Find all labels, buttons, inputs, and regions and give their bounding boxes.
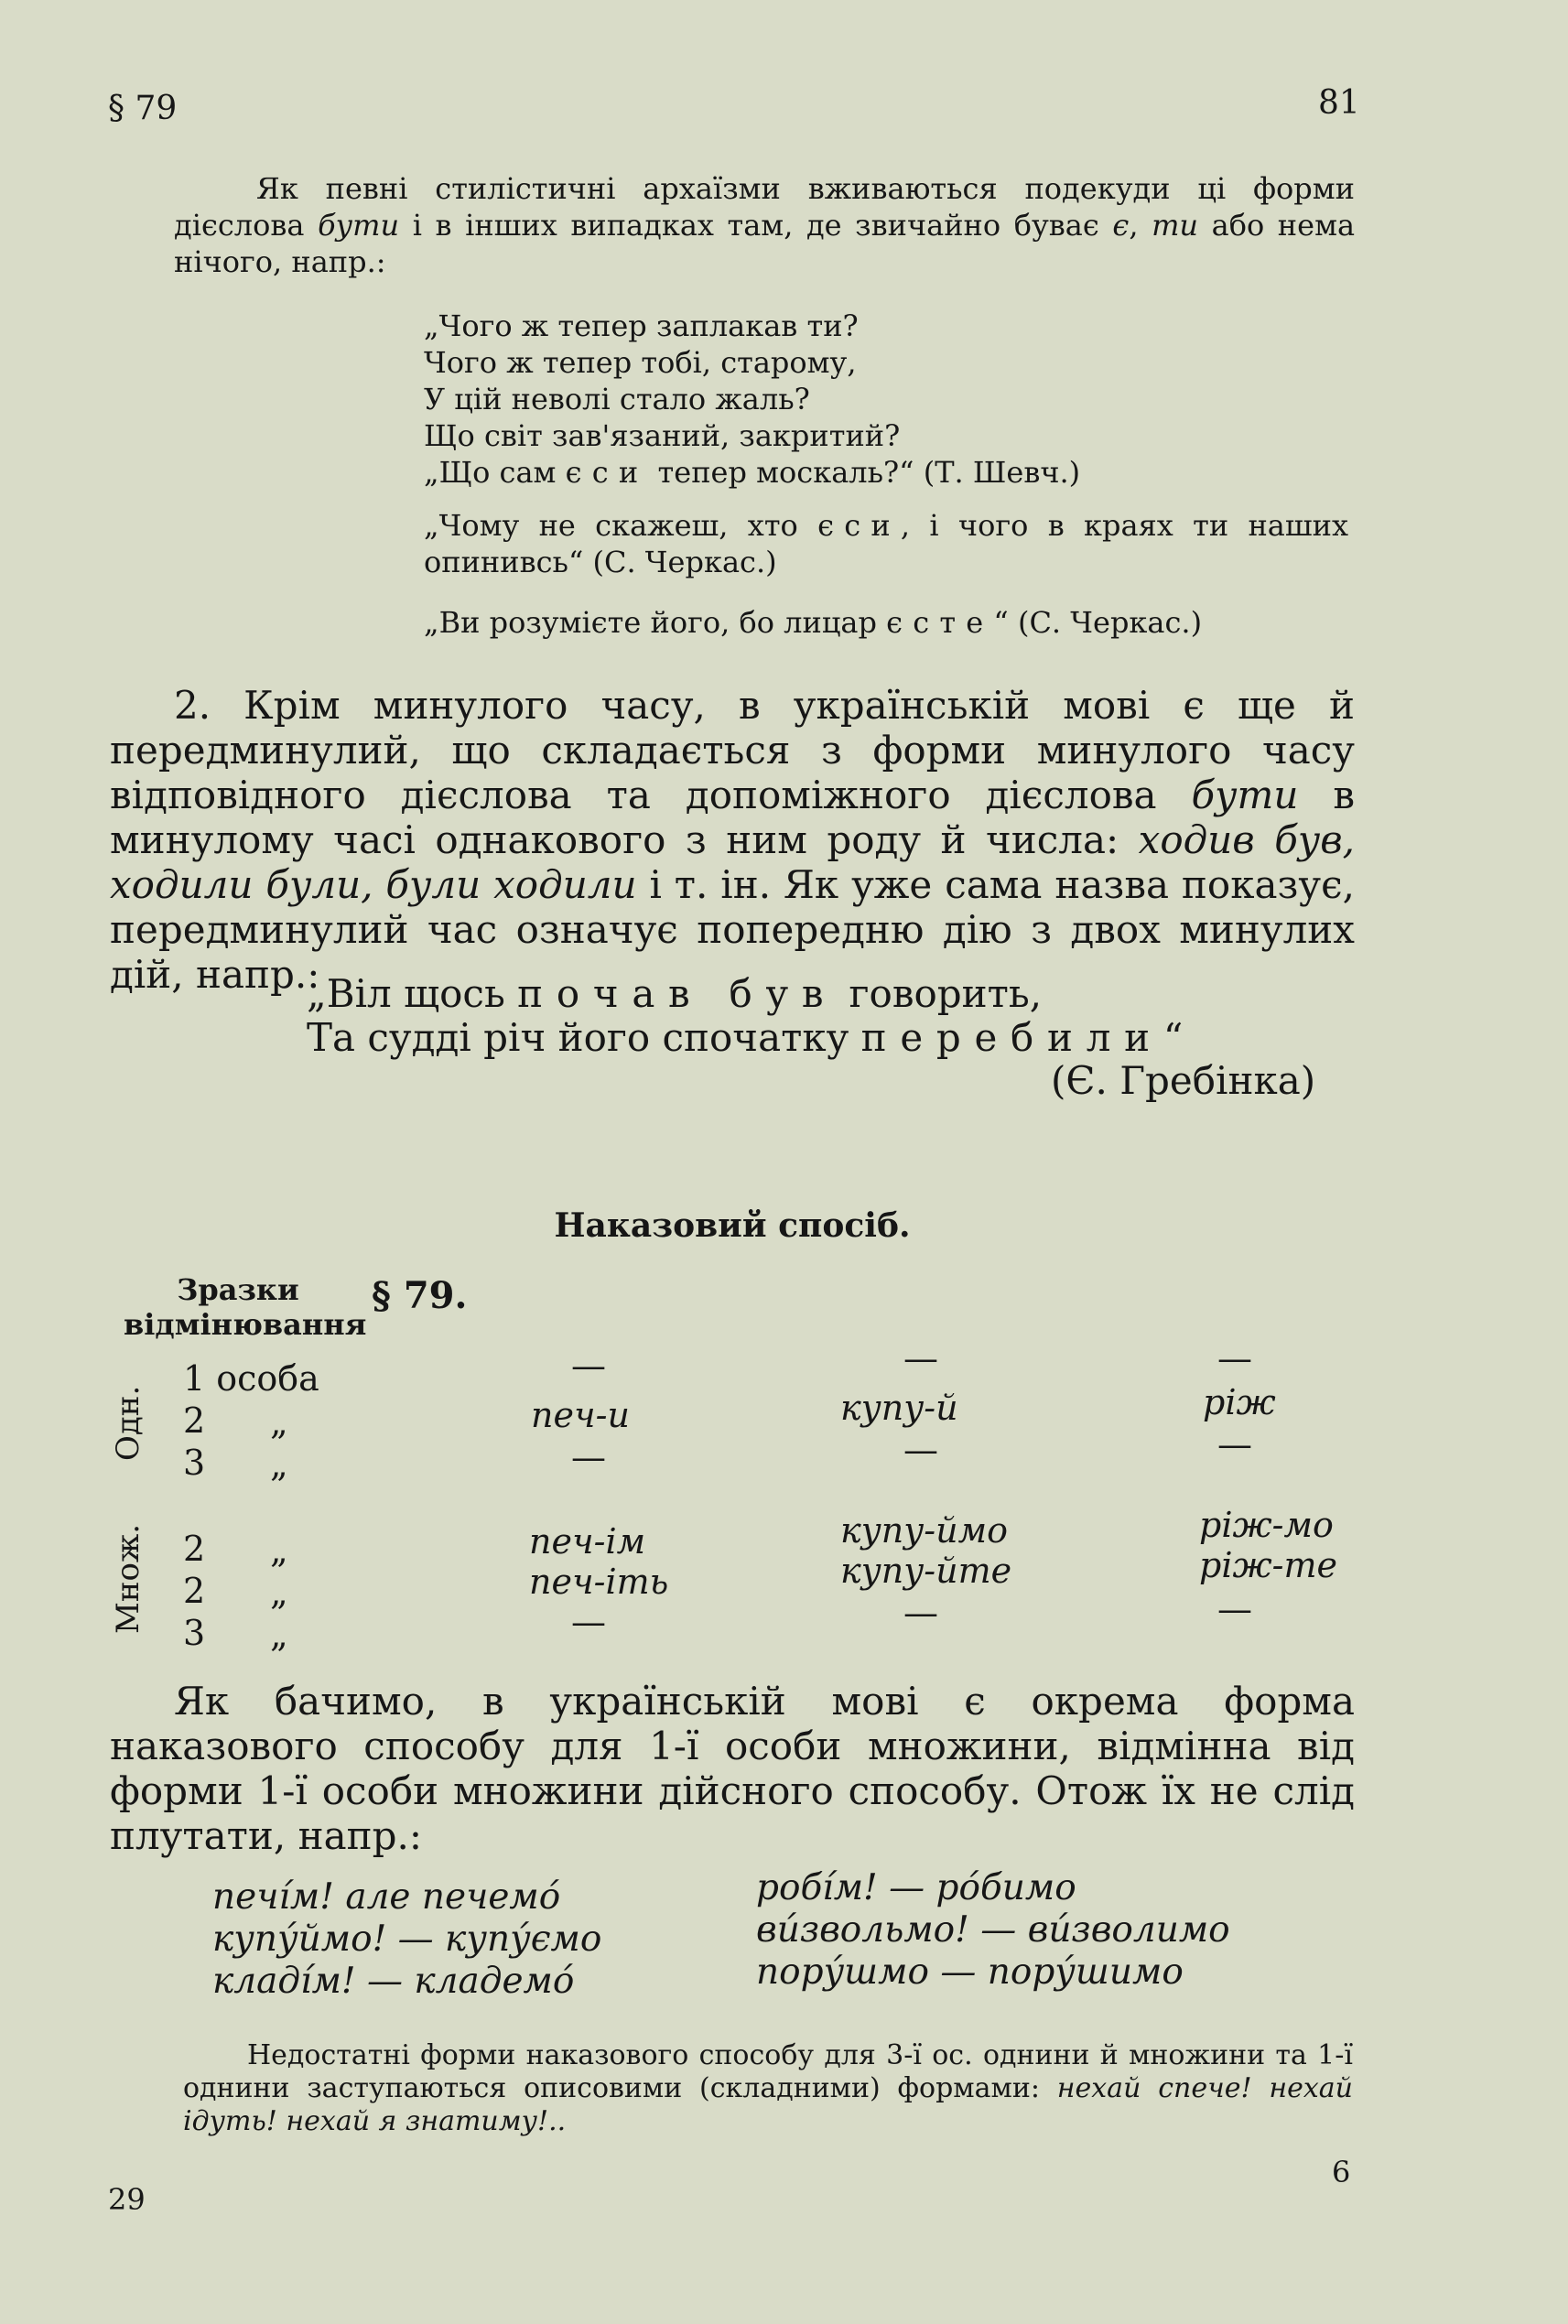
text-run: в минулому часі однакового з ним роду й числа: <box>110 773 1355 862</box>
spaced-run: єсте <box>886 605 994 640</box>
form-pekty-2pl: печ-іть <box>529 1562 669 1602</box>
text-run: Та судді річ його спочатку <box>307 1015 861 1060</box>
text-run: “ <box>1162 1015 1184 1060</box>
empty-form-dash: — <box>903 1338 938 1378</box>
signature-right: 6 <box>1332 2155 1351 2189</box>
poem-author: (Є. Гребінка) <box>1051 1058 1316 1103</box>
text-run: 2. Крім минулого часу, в українській мові є ще й передминулий, що складається з форми минулого часу відповідного дієслова та допоміжного дієслова <box>110 683 1355 817</box>
poem-line: Що світ зав'язаний, закритий? <box>424 418 901 453</box>
spaced-run: перебили <box>860 1015 1163 1060</box>
section-title: Наказовий спосіб. <box>554 1206 911 1245</box>
form-rizaty-2pl: ріж-те <box>1199 1545 1338 1585</box>
empty-form-dash: — <box>1217 1338 1252 1378</box>
quote-cherkas-1 <box>424 507 1348 580</box>
italic-run: бути <box>318 208 400 243</box>
example-line: робі́м! — ро́бимо <box>756 1867 1076 1908</box>
ditto-mark: „ <box>270 1444 288 1485</box>
ditto-mark: „ <box>270 1573 288 1613</box>
person-1-label: 1 особа <box>183 1358 319 1399</box>
running-section: § 79 <box>108 90 178 127</box>
example-line: купу́ймо! — купу́ємо <box>212 1919 602 1960</box>
poem-line: „Чого ж тепер заплакав ти? <box>424 308 859 343</box>
empty-form-dash: — <box>1217 1424 1252 1465</box>
table-label: Зразки відмінювання <box>124 1272 367 1342</box>
spaced-run: почав був <box>517 971 838 1016</box>
italic-run: ти <box>1152 208 1199 243</box>
person-3-label: 3 <box>183 1613 206 1653</box>
poem-line: Чого ж тепер тобі, старому, <box>424 345 857 380</box>
ditto-mark: „ <box>270 1402 288 1443</box>
italic-run: нехай спече! нехай ідуть! нехай я знатиму!.. <box>183 2072 1353 2137</box>
ditto-mark: „ <box>270 1530 288 1571</box>
text-run: „Чому не скажеш, хто <box>424 508 818 543</box>
poem-line <box>424 454 1080 491</box>
empty-form-dash: — <box>571 1602 606 1642</box>
text-run: і в інших випадках там, де звичайно буває <box>399 208 1113 243</box>
examples-left <box>212 1876 601 2003</box>
text-run: , і чого в краях ти наших опинивсь“ (С. Черкас.) <box>424 508 1349 579</box>
paragraph-pluperfect <box>110 683 1355 997</box>
text-run: „Що сам <box>424 455 566 490</box>
form-kupuvaty-1pl: купу-ймо <box>840 1510 1008 1551</box>
person-2-label: 2 <box>183 1571 206 1611</box>
person-2-label: 2 <box>183 1400 206 1441</box>
poem-line <box>307 1016 1183 1060</box>
form-kupuvaty-2sg: купу-й <box>840 1388 958 1428</box>
page-number: 81 <box>1318 84 1360 122</box>
empty-form-dash: — <box>903 1593 938 1633</box>
table-section: § 79. <box>372 1274 468 1317</box>
poem-line <box>307 972 1183 1016</box>
example-line: кладі́м! — кладемо́ <box>212 1961 575 2002</box>
text-run: „Ви розумієте його, бо лицар <box>424 605 887 640</box>
text-run: тепер москаль?“ (Т. Шевч.) <box>648 455 1081 490</box>
text-run: „Віл щось <box>307 971 518 1016</box>
group-singular: Одн. <box>110 1385 146 1461</box>
paragraph-imperative-note: Як бачимо, в українській мові є окрема форма наказового способу для 1-ї особи множини, відмінна від форми 1-ї особи множини дійсного способу. Отож їх не слід плутати, напр.: <box>110 1679 1355 1858</box>
text-run: Недостатні форми наказового способу для 3-ї ос. однини й множини та 1-ї однини заступаються описовими (складними) формами: <box>183 2039 1353 2104</box>
form-pekty-1pl: печ-ім <box>529 1521 646 1562</box>
footnote-defective-forms <box>183 2039 1353 2138</box>
group-plural: Множ. <box>110 1523 146 1634</box>
example-line: печі́м! але печемо́ <box>212 1876 561 1918</box>
form-rizaty-1pl: ріж-мо <box>1199 1505 1334 1545</box>
poem-line: У цій неволі стало жаль? <box>424 382 810 416</box>
spaced-run: єси <box>817 508 901 543</box>
poem-shevchenko <box>424 308 1080 491</box>
empty-form-dash: — <box>1217 1589 1252 1629</box>
example-line: ви́звольмо! — ви́зволимо <box>756 1909 1230 1951</box>
italic-run: ходив був, ходили були, були ходили <box>110 817 1355 907</box>
ditto-mark: „ <box>270 1615 288 1655</box>
person-3-label: 3 <box>183 1443 206 1483</box>
person-1-label: 2 <box>183 1529 206 1569</box>
form-kupuvaty-2pl: купу-йте <box>840 1551 1012 1591</box>
text-run: і т. ін. Як уже сама назва показує, передминулий час означує попередню дію з двох минулих дій, напр.: <box>110 862 1355 997</box>
poem-hrebinka <box>307 972 1183 1060</box>
examples-right <box>756 1867 1230 1994</box>
text-run: “ (С. Черкас.) <box>993 605 1203 640</box>
text-run: , <box>1129 208 1152 243</box>
text-run: або нема нічого, напр.: <box>174 208 1356 279</box>
text-run: Як певні стилістичні архаїзми вживаються подекуди ці форми дієслова <box>174 171 1355 243</box>
empty-form-dash: — <box>903 1430 938 1470</box>
example-line: пору́шмо — пору́шимо <box>756 1951 1184 1993</box>
quote-cherkas-2 <box>424 604 1202 641</box>
italic-run: бути <box>1191 773 1299 817</box>
paragraph-archaisms <box>174 170 1355 280</box>
spaced-run: єси <box>565 455 649 490</box>
italic-run: є <box>1112 208 1130 243</box>
signature-left: 29 <box>108 2182 146 2217</box>
empty-form-dash: — <box>571 1346 606 1386</box>
form-rizaty-2sg: ріж <box>1203 1382 1276 1422</box>
form-pekty-2sg: печ-и <box>531 1395 630 1435</box>
text-run: говорить, <box>837 971 1043 1016</box>
empty-form-dash: — <box>571 1437 606 1477</box>
